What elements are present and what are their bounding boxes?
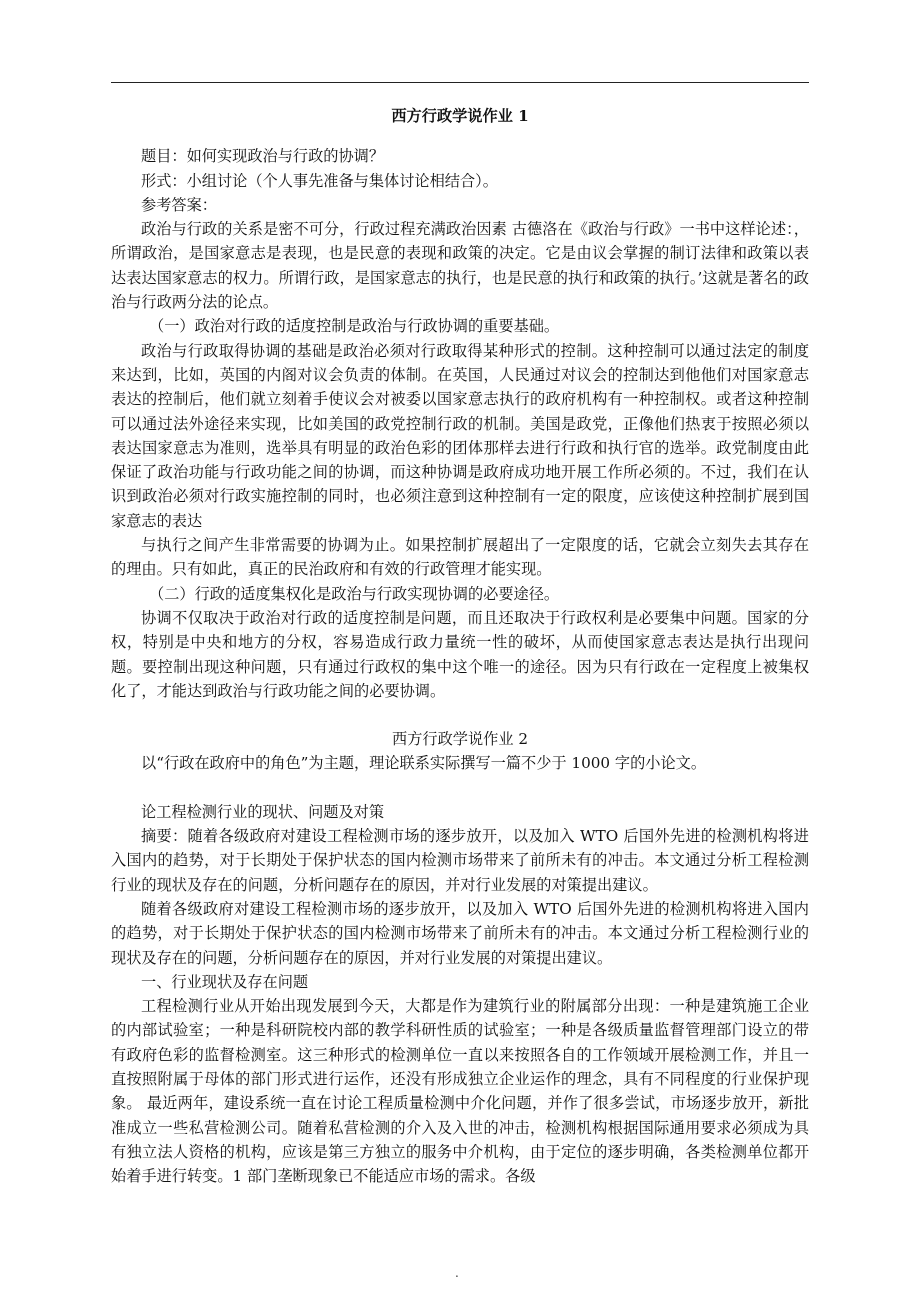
paragraph-coordination: 与执行之间产生非常需要的协调为止。如果控制扩展超出了一定限度的话，它就会立刻失去其存在的理由。只有如此，真正的民治政府和有效的行政管理才能实现。 [111, 536, 809, 579]
paragraph-politics-administration: 政治与行政的关系是密不可分，行政过程充满政治因素 古德洛在《政治与行政》一书中这样论述：，所谓政治，是国家意志是表现，也是民意的表现和政策的决定。它是由议会掌握的制订法律和政策以表达表达国家意志的权力。所谓行政，是国家意志的执行，也是民意的执行和政策的执行。’这就是著名的政治与行政两分法的论点。 [111, 220, 809, 312]
section-heading-2: （二）行政的适度集权化是政治与行政实现协调的必要途径。 [149, 584, 560, 603]
essay-intro: 随着各级政府对建设工程检测市场的逐步放开，以及加入 WTO 后国外先进的检测机构将进入国内的趋势，对于长期处于保护状态的国内检测市场带来了前所未有的冲击。本文通过分析工程检测行业的现状及存在的问题，分析问题存在的原因，并对行业发展的对策提出建议。 [111, 899, 809, 967]
question-line: 题目：如何实现政治与行政的协调？ [141, 147, 384, 166]
page-footer: . [455, 1266, 459, 1280]
essay-section-heading: 一、行业现状及存在问题 [141, 972, 309, 991]
section-gap [111, 776, 809, 800]
section-heading-1: （一）政治对行政的适度控制是政治与行政协调的重要基础。 [149, 317, 560, 336]
paragraph-control: 政治与行政取得协调的基础是政治必须对行政取得某种形式的控制。这种控制可以通过法定的制度来达到，比如，英国的内阁对议会负责的体制。在英国，人民通过对议会的控制达到他他们对国家意志表达的控制后，他们就立刻着手使议会对被委以国家意志执行的政府机构有一种控制权。或者这种控制可以通过法外途径来实现，比如美国的政党控制行政的机制。美国是政党，正像他们热衷于按照必须以表达国家意志为准则，选举具有明显的政治色彩的团体那样去进行行政和执行官的选举。政党制度由此保证了政治功能与行政功能之间的协调，而这种协调是政府成功地开展工作所必须的。不过，我们在认识到政治必须对行政实施控制的同时，也必须注意到这种控制有一定的限度，应该使这种控制扩展到国家意志的表达 [111, 341, 809, 530]
answer-label: 参考答案： [141, 195, 217, 214]
paragraph-centralization: 协调不仅取决于政治对行政的适度控制是问题，而且还取决于行政权利是必要集中问题。国家的分权，特别是中央和地方的分权，容易造成行政力量统一性的破坏，从而使国家意志表达是执行出现问题。要控制出现这种问题，只有通过行政权的集中这个唯一的途径。因为只有行政在一定程度上被集权化了，才能达到政治与行政功能之间的必要协调。 [111, 608, 809, 700]
document-body [111, 104, 809, 1188]
format-line: 形式：小组讨论（个人事先准备与集体讨论相结合）。 [141, 171, 498, 190]
essay-abstract: 摘要：随着各级政府对建设工程检测市场的逐步放开，以及加入 WTO 后国外先进的检测机构将进入国内的趋势，对于长期处于保护状态的国内检测市场带来了前所未有的冲击。本文通过分析工程检测行业的现状及存在的问题，分析问题存在的原因，并对行业发展的对策提出建议。 [111, 827, 809, 894]
header-rule [111, 82, 809, 83]
assignment-1-title: 西方行政学说作业 1 [391, 107, 529, 125]
essay-title: 论工程检测行业的现状、问题及对策 [141, 802, 384, 821]
essay-paragraph-status: 工程检测行业从开始出现发展到今天，大都是作为建筑行业的附属部分出现：一种是建筑施工企业的内部试验室；一种是科研院校内部的教学科研性质的试验室；一种是各级质量监督管理部门设立的带有政府色彩的监督检测室。这三种形式的检测单位一直以来按照各自的工作领域开展检测工作，并且一直按照附属于母体的部门形式进行运作，还没有形成独立企业运作的理念，具有不同程度的行业保护现象。 最近两年，建设系统一直在讨论工程质量检测中介化问题，并作了很多尝试，市场逐步放开，新批准成立一些私营检测公司。随着私营检测的介入及入世的冲击，检测机构根据国际通用要求必须成为具有独立法人资格的机构，应该是第三方独立的服务中介机构，由于定位的逐步明确，各类检测单位都开始着手进行转变。1 部门垄断现象已不能适应市场的需求。各级 [111, 997, 809, 1186]
assignment-2-task: 以“行政在政府中的角色”为主题，理论联系实际撰写一篇不少于 1000 字的小论文。 [141, 754, 707, 773]
section-gap [111, 703, 809, 727]
assignment-2-title: 西方行政学说作业 2 [392, 730, 528, 749]
